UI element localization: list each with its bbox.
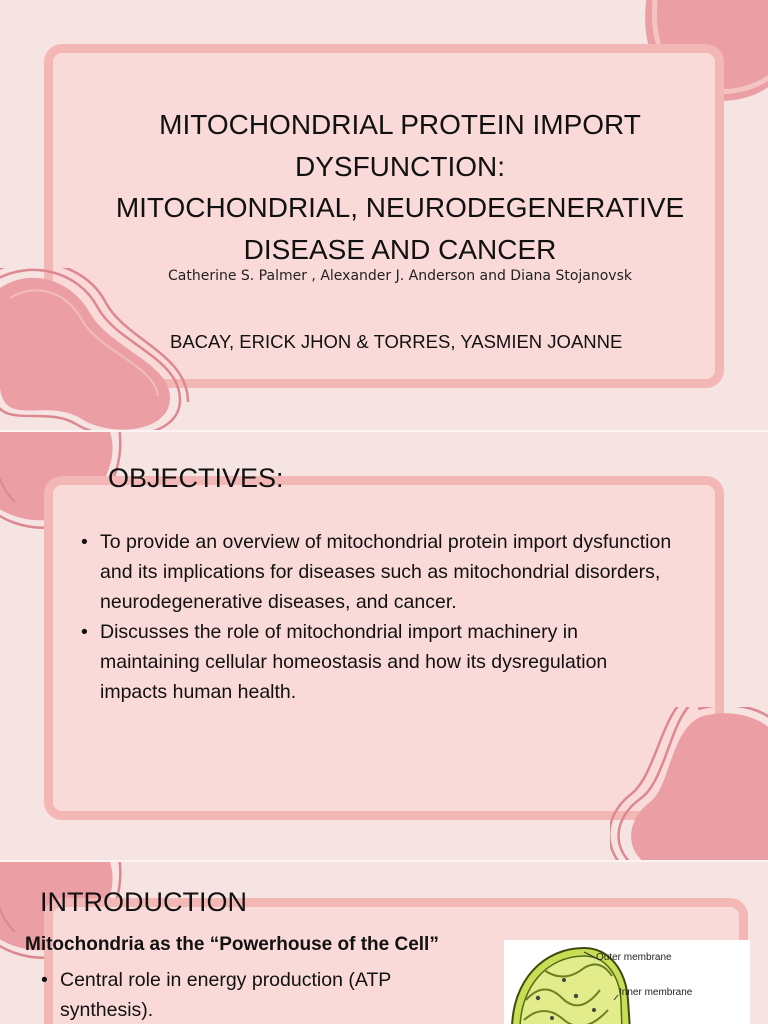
- objectives-heading: OBJECTIVES:: [108, 463, 284, 493]
- title-line: MITOCHONDRIAL PROTEIN IMPORT: [159, 109, 641, 140]
- objectives-slide: [0, 432, 768, 860]
- bottom-right-ring-decoration: [610, 707, 768, 860]
- introduction-slide: [0, 862, 768, 1024]
- left-ring-blob-decoration: [0, 268, 190, 430]
- paper-authors: Catherine S. Palmer , Alexander J. Anderson and Diana Stojanovsk: [167, 268, 632, 284]
- title-line: MITOCHONDRIAL, NEURODEGENERATIVE: [115, 192, 685, 223]
- inner-membrane-label: Inner membrane: [619, 987, 693, 998]
- objectives-list: [79, 527, 679, 707]
- introduction-list: [39, 965, 469, 1024]
- list-item: • Central role in energy production (ATP synthesis).: [39, 965, 469, 1024]
- list-item: • Discusses the role of mitochondrial import machinery in maintaining cellular homeostasis and how its dysregulation impacts human health.: [79, 617, 679, 707]
- presenter-names: BACAY, ERICK JHON & TORRES, YASMIEN JOANNE: [170, 331, 623, 352]
- introduction-heading: INTRODUCTION: [40, 887, 247, 917]
- title-line: DYSFUNCTION:: [295, 150, 505, 182]
- list-item: • To provide an overview of mitochondrial protein import dysfunction and its implications for diseases such as mitochondrial disorders, neurodegenerative diseases, and cancer.: [79, 527, 679, 617]
- presentation-title: [90, 104, 710, 270]
- mitochondrion-diagram: [504, 940, 750, 1024]
- outer-membrane-label: Outer membrane: [596, 952, 672, 963]
- title-slide: [0, 0, 768, 430]
- title-line: DISEASE AND CANCER: [243, 233, 557, 265]
- introduction-subheading: Mitochondria as the “Powerhouse of the Cell”: [25, 934, 439, 955]
